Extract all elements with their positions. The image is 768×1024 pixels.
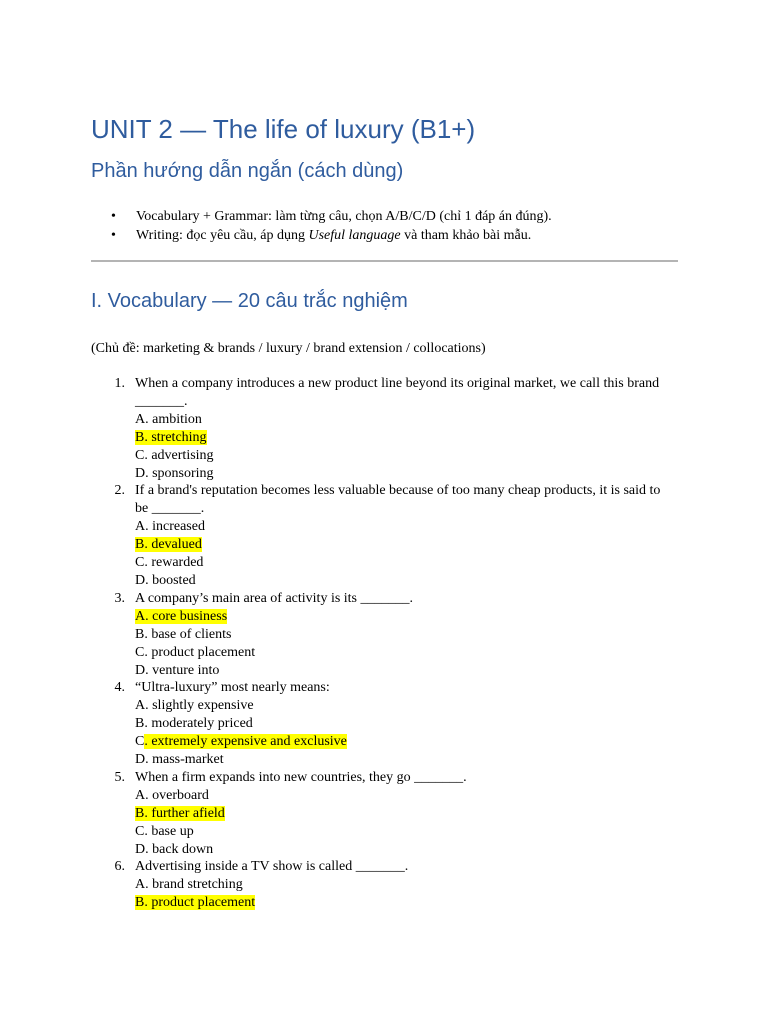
vocabulary-topic: (Chủ đề: marketing & brands / luxury / brand extension / collocations) <box>91 341 486 356</box>
question-item <box>91 482 671 589</box>
question-number: 4. <box>114 680 125 696</box>
answer-option <box>135 751 671 769</box>
option-text: A. slightly expensive <box>135 698 254 714</box>
question-text: When a firm expands into new countries, they go _______. <box>135 769 467 785</box>
question-number: 5. <box>114 769 125 785</box>
answer-option <box>135 805 671 823</box>
question-text: Advertising inside a TV show is called _______. <box>135 859 409 875</box>
answer-option <box>135 787 671 805</box>
option-text: A. ambition <box>135 411 202 427</box>
instructions-list <box>111 207 552 245</box>
question-item <box>91 858 671 912</box>
answer-option <box>135 662 671 680</box>
answer-option <box>135 411 671 429</box>
unit-title: UNIT 2 — The life of luxury (B1+) <box>91 114 476 144</box>
option-text: A. brand stretching <box>135 877 243 893</box>
answer-option <box>135 536 671 554</box>
highlighted-answer: . extremely expensive and exclusive <box>144 734 347 750</box>
option-text: C <box>135 734 145 750</box>
question-item <box>91 375 671 482</box>
instruction-text-before: Writing: đọc yêu cầu, áp dụng <box>136 228 309 243</box>
answer-option <box>135 715 671 733</box>
answer-option <box>135 608 671 626</box>
highlighted-answer: B. devalued <box>135 537 202 553</box>
answer-option <box>135 465 671 483</box>
option-text: A. overboard <box>135 787 209 803</box>
question-number: 1. <box>114 376 125 391</box>
option-text: A. increased <box>135 519 205 535</box>
highlighted-answer: A. core business <box>135 608 228 624</box>
option-text: B. base of clients <box>135 626 232 642</box>
instruction-item <box>111 207 552 226</box>
answer-option <box>135 447 671 465</box>
answer-option <box>135 823 671 841</box>
instruction-text: Vocabulary + Grammar: làm từng câu, chọn A/B/C/D (chỉ 1 đáp án đúng). <box>136 209 552 224</box>
option-text: C. advertising <box>135 447 214 463</box>
answer-option <box>135 733 671 751</box>
option-text: D. sponsoring <box>135 465 214 481</box>
question-text: A company’s main area of activity is its _______. <box>135 590 414 606</box>
option-text: D. boosted <box>135 572 196 588</box>
option-text: D. back down <box>135 841 214 857</box>
highlighted-answer: B. stretching <box>135 429 207 445</box>
answer-option <box>135 518 671 536</box>
question-item <box>91 590 671 680</box>
option-text: C. base up <box>135 823 194 839</box>
question-item <box>91 679 671 769</box>
instruction-emphasis: Useful language <box>308 228 401 243</box>
option-text: C. product placement <box>135 644 256 660</box>
question-item <box>91 769 671 859</box>
answer-option <box>135 572 671 590</box>
question-text: “Ultra-luxury” most nearly means: <box>135 680 330 696</box>
answer-option <box>135 554 671 572</box>
question-text: If a brand's reputation becomes less valuable because of too many cheap products, it is said to be _______. <box>135 483 661 517</box>
highlighted-answer: B. product placement <box>135 895 256 911</box>
instruction-text-after: và tham khảo bài mẫu. <box>400 228 532 243</box>
answer-option <box>135 876 671 894</box>
question-number: 2. <box>114 483 125 499</box>
section-divider <box>91 260 678 262</box>
option-text: C. rewarded <box>135 555 204 571</box>
vocabulary-section-heading: I. Vocabulary — 20 câu trắc nghiệm <box>91 290 408 312</box>
question-number: 3. <box>114 590 125 606</box>
answer-option <box>135 894 671 912</box>
answer-option <box>135 429 671 447</box>
answer-option <box>135 644 671 662</box>
question-text: When a company introduces a new product line beyond its original market, we call this brand _______. <box>135 376 660 409</box>
highlighted-answer: B. further afield <box>135 805 225 821</box>
answer-option <box>135 841 671 859</box>
option-text: B. moderately priced <box>135 716 253 732</box>
answer-option <box>135 626 671 644</box>
usage-guide-heading: Phần hướng dẫn ngắn (cách dùng) <box>91 160 404 182</box>
question-list <box>91 375 671 912</box>
question-number: 6. <box>114 859 125 875</box>
answer-option <box>135 697 671 715</box>
option-text: D. venture into <box>135 662 220 678</box>
option-text: D. mass-market <box>135 752 224 768</box>
instruction-item <box>111 226 552 245</box>
